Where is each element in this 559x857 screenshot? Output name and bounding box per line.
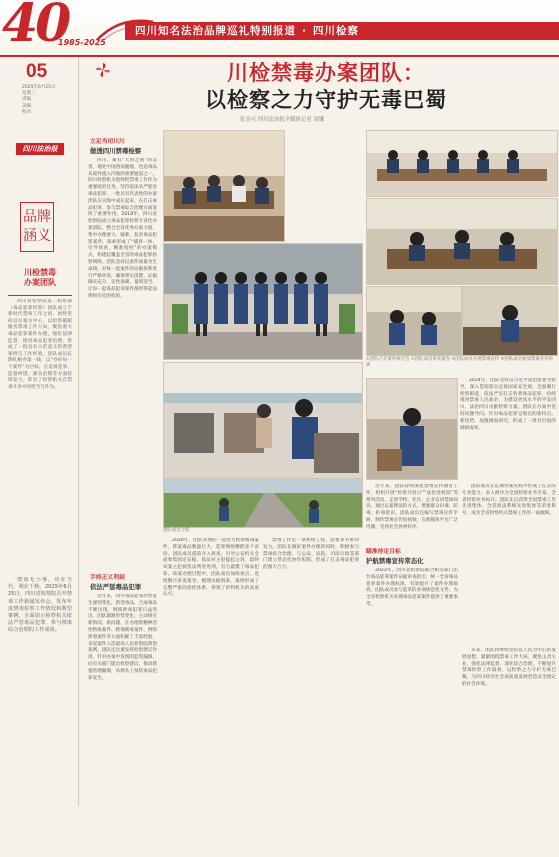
field-photo-image [367, 379, 457, 479]
byline: 张金可 四川法治报全媒体记者 周娜 [240, 117, 325, 123]
photo-train [163, 362, 363, 479]
article-headline [96, 60, 556, 114]
body-col2-b: 禁毒工作是一项系统工程，需要多方协同发力。团队在做好案件办理的同时，积极参与禁毒综合治理，与公安、法院、司法行政等部门建立常态化协作机制，形成了打击毒品犯罪的强大合力。 [263, 538, 359, 571]
page-number: 05 [26, 61, 48, 82]
sidebar-brand-text: 四川省检察院第二检察部（毒品犯罪检察）团队成立于新时代禁毒工作之初，始终坚持以办案为中心，以检察履职服务禁毒工作大局，聚焦重大毒品犯罪案件办理，强化法律监督，推进毒品犯罪治理，形成了一批具有示范意义的典型案例与工作经验。团队成员长期扎根办案一线，以“办好每一个案件”为目标，在追诉犯罪、监督纠错、源头治理等方面持续发力，彰显了检察机关在禁毒斗争中的担当与作为。 [8, 299, 72, 390]
headline-line2: 以检察之力守护无毒巴蜀 [205, 88, 447, 112]
body-col3-b: 2023年，四川省检察院联合相关部门出台毒品犯罪案件证据审查指引，统一全省毒品犯罪案件办理标准，有效提升了案件办理质效。团队成员参与起草的多项规范性文件，为全省检察机关办理毒品犯罪案件提供了重要参考。 [366, 568, 458, 607]
subhead-4: 依法严惩毒品犯罪 [90, 583, 142, 591]
photo-team [163, 243, 363, 360]
sidebar-intro-text: 禁毒无小事，功在当代，利在千秋。2025年6月25日，四川省检察院召开禁毒工作新闻发布会，发布年度禁毒检察工作情况和典型案例，全面展示检察机关依法严惩毒品犯罪、参与禁毒综合治理的工作成效。 [8, 577, 72, 634]
stack1-photo-image [367, 131, 557, 196]
stack2-photo-image [367, 199, 557, 284]
body-col1-a: 四川，素有“天府之国”的美誉，地处中国西南腹地，也是毒品从境外流入内地的重要通道之一。四川检察机关始终把禁毒工作作为重要政治任务，坚持依法从严惩处毒品犯罪，一批具有代表性的办案团队在实践中成长起来，在打击毒品犯罪、参与禁毒综合治理方面发挥了重要作用。2018年，四川省检察院成立毒品犯罪检察专业化办案团队，整合全省优秀办案力量，集中办理重大、疑难、复杂毒品犯罪案件，探索形成了“捕诉一体、引导侦查、精准指控”的办案模式，构建起覆盖全省的毒品犯罪检察网络。团队坚持以案件质量为生命线，对每一起案件的证据体系进行严格审查，确保事实清楚、证据确实充分、定性准确、量刑适当，让每一起毒品犯罪案件都经得起法律和历史的检验。 [88, 158, 157, 299]
body-col1-b: 近年来，四川毒品犯罪形势发生深刻变化，新型毒品、合成毒品不断出现，网络涉毒犯罪日益突出，团队紧跟形势变化，主动研究新情况、新问题，在办理新精神活性物质案件、跨境贩毒案件、网络涉毒案件等方面积累了丰富经验，多起案件入选最高人民检察院典型案例。团队还注重发挥检察建议作用，针对办案中发现的监管漏洞，向有关部门提出检察建议，推动堵塞管理漏洞，从源头上预防毒品犯罪发生。 [88, 594, 157, 681]
subhead-6: 护航禁毒宣传常态化 [366, 557, 424, 565]
subhead-3: 手持正义利剑 [90, 575, 125, 581]
left-sidebar [0, 57, 79, 806]
sidebar-head-line1: 川检禁毒 [24, 268, 56, 277]
photo-stack-3 [366, 286, 462, 356]
photo-stack-1 [366, 130, 558, 197]
issue-editor: 责编： [22, 97, 36, 103]
paper-logo: 四川法治报 [16, 143, 64, 155]
brand-meaning-box [20, 202, 54, 252]
headline-line1: 川检禁毒办案团队： [227, 61, 425, 85]
body-col4-a: 2024年，团队坚持以习近平法治思想为指导，深入贯彻落实总体国家安全观，全面履行检察职能，依法严厉打击各类毒品犯罪，持续推进禁毒人民战争，为建设更高水平的平安四川、法治四川贡献检察力量。团队在办案中坚持问题导向，针对毒品犯罪呈现出的新特点、新趋势，加强调查研究，形成了一批有价值的调研成果。 [460, 378, 556, 431]
body-col4-b: 未来，团队将继续坚持以人民为中心的发展思想，紧紧围绕禁毒工作大局，聚焦主责主业，强化法律监督，深化综合治理，不断提升禁毒检察工作质效，以检察之力守护无毒巴蜀，为四川经济社会高质量发展营造安全稳定的社会环境。 [462, 648, 556, 687]
anniversary-years: 1985-2025 [58, 38, 106, 47]
body-col2-a: 2020年，团队办理的一起特大跨境贩毒案件，涉案毒品数量巨大，犯罪网络横跨多个省份。团队成员提前介入侦查，引导公安机关全面收集固定证据，依法对主犯提起公诉，最终该案主犯被依法判处死刑，有力震慑了毒品犯罪。该案办理过程中，团队成员加班加点，连续数月审查案卷，梳理证据链条，最终形成了完整严密的指控体系，得到了审判机关的高度认可。 [163, 538, 259, 598]
section-title: 四川知名法治品牌巡礼特别报道 [135, 25, 296, 37]
road-photo-image [164, 479, 362, 527]
sidebar-divider [8, 295, 72, 296]
sidebar-head-line2: 办案团队 [24, 278, 56, 287]
brand-label-line1: 品牌 [23, 209, 51, 225]
issue-weekday: 星期三 [22, 91, 36, 97]
photo-road [163, 478, 363, 528]
meeting-photo-image [164, 131, 284, 241]
section-tag: 四川检察 [313, 25, 359, 37]
photo-stack-2 [366, 198, 558, 285]
stack4-photo-image [463, 287, 557, 355]
issue-proofreader: 校对： [22, 109, 36, 115]
sidebar-column-head [10, 268, 70, 288]
photo-field [366, 378, 458, 480]
brand-label-line2: 涵义 [23, 228, 51, 244]
team-photo-image [164, 244, 362, 359]
subhead-5: 瞄准待定目标 [366, 549, 401, 555]
photo-team-caption: 团队成员合影 [163, 528, 190, 533]
subhead-2: 做透四川禁毒检察 [90, 147, 142, 155]
photo-stack-caption: ①团队召开案件研讨会 ②团队成员审查案卷 ③团队成员开展禁毒宣传 ④团队成员参加禁毒业务培训 [366, 357, 553, 369]
issue-date: 2025年6月25日 [22, 85, 56, 90]
section-title-bar: 四川知名法治品牌巡礼特别报道 · 四川检察 [125, 22, 559, 40]
body-col3-a: 近年来，团队持续深化禁毒宣传教育工作，组织开展“检察开放日”“法治进校园”等系列活动，走进学校、社区、企业宣讲禁毒知识，通过以案释法的方式，增强群众识毒、防毒、拒毒意识。团队成员还编写禁毒宣传手册，制作禁毒宣传短视频，在新媒体平台广泛传播，受到社会各界好评。 [366, 484, 458, 530]
train-photo-image [164, 363, 362, 478]
subhead-1: 立足当司川川 [90, 139, 125, 145]
issue-meta [22, 85, 67, 116]
photo-stack-4 [462, 286, 558, 356]
anniversary-number: 40 [2, 0, 69, 54]
masthead-band [0, 0, 559, 57]
stack3-photo-image [367, 287, 461, 355]
body-col3-c: 团队成员在长期办案实践中形成了扎实的专业能力，多人被评为全国检察业务专家、全省检察业务标兵。团队先后获得全国禁毒工作先进集体、全省政法系统先进集体等荣誉称号，成为全省检察机关禁毒工作的一面旗帜。 [462, 484, 556, 517]
issue-designer: 美编： [22, 103, 36, 109]
photo-meeting [163, 130, 285, 242]
